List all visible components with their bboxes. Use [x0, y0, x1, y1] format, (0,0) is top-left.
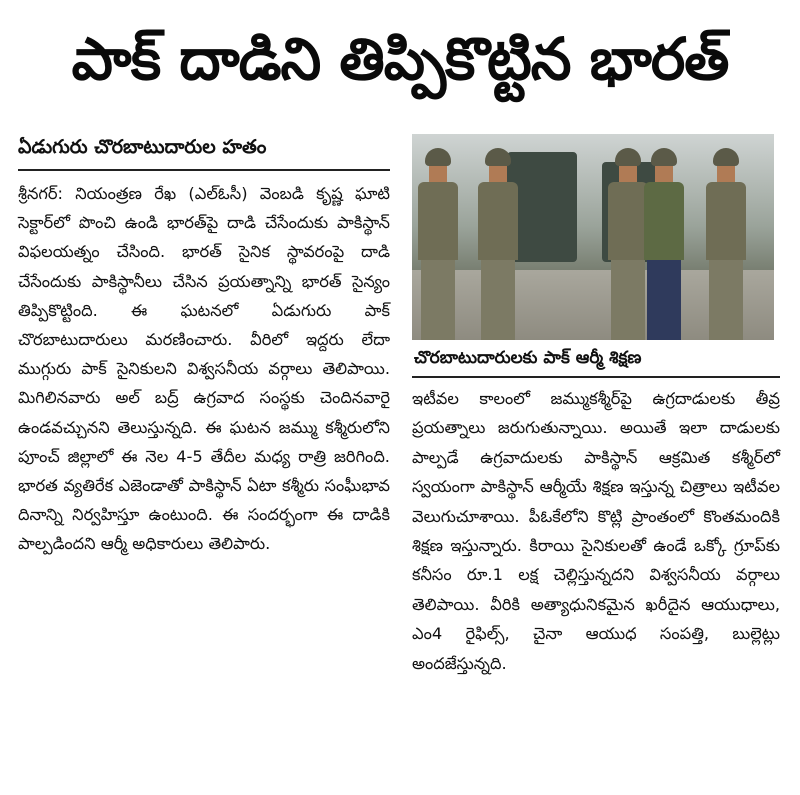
right-column — [412, 134, 780, 678]
soldier — [478, 148, 518, 340]
soldiers-photo — [412, 134, 774, 340]
soldier — [644, 148, 684, 340]
subheading: ఏడుగురు చొరబాటుదారుల హతం — [18, 136, 390, 171]
top-rule — [0, 0, 800, 6]
photo-caption: చొరబాటుదారులకు పాక్ ఆర్మీ శిక్షణ — [412, 340, 780, 378]
headline: పాక్ దాడిని తిప్పికొట్టిన భారత్ — [71, 24, 729, 93]
soldier — [418, 148, 458, 340]
article-body: శ్రీనగర్: నియంత్రణ రేఖ (ఎల్‌ఓసీ) వెంబడి కృష్ణ ఘాటి సెక్టార్‌లో పొంచి ఉండి భారత్‌పై దాడి చేసేందుకు పాకిస్థాన్ విఫలయత్నం చేసింది. భారత్ సైనిక స్థావరంపై దాడి చేసేందుకు పాకిస్థానీలు చేసిన ప్రయత్నాన్ని భారత్ సైన్యం తిప్పికొట్టింది. ఈ ఘటనలో ఏడుగురు పాక్ చొరబాటుదారులు మరణించారు. వీరిలో ఇద్దరు లేదా ముగ్గురు పాక్ సైనికులని విశ్వసనీయ వర్గాలు తెలిపాయి. మిగిలినవారు అల్ బద్ర్ ఉగ్రవాద సంస్థకు చెందినవారై ఉండవచ్చునని తెలుస్తున్నది. ఈ ఘటన జమ్ము కశ్మీరులోని పూంచ్ జిల్లాలో ఈ నెల 4-5 తేదీల మధ్య రాత్రి జరిగింది. భారత వ్యతిరేక ఎజెండాతో పాకిస్థాన్ ఏటా కశ్మీరు సంఘీభావ దినాన్ని నిర్వహిస్తూ ఉంటుంది. ఈ సందర్భంగా ఈ దాడికి పాల్పడిందని ఆర్మీ అధికారులు తెలిపారు. — [18, 184, 390, 554]
sidebar-body: ఇటీవల కాలంలో జమ్ముకశ్మీర్‌పై ఉగ్రదాడులకు తీవ్ర ప్రయత్నాలు జరుగుతున్నాయి. అయితే ఇలా దాడులకు పాల్పడే ఉగ్రవాదులకు పాకిస్థాన్ ఆక్రమిత కశ్మీర్‌లో స్వయంగా పాకిస్థాన్ ఆర్మీయే శిక్షణ ఇస్తున్న చిత్రాలు ఇటీవల వెలుగుచూశాయి. పీఓకేలోని కొట్లి ప్రాంతంలో కొంతమందికి శిక్షణ ఇస్తున్నారు. కిరాయి సైనికులతో ఉండే ఒక్కో గ్రూప్‌కు కనీసం రూ.1 లక్ష చెల్లిస్తున్నదని విశ్వసనీయ వర్గాలు తెలిపాయి. వీరికి అత్యాధునికమైన ఖరీదైన ఆయుధాలు, ఎం4 రైఫిల్స్, చైనా ఆయుధ సంపత్తి, బుల్లెట్లు అందజేస్తున్నది. — [412, 389, 780, 673]
soldier — [608, 148, 648, 340]
left-column — [18, 136, 390, 559]
soldier — [706, 148, 746, 340]
